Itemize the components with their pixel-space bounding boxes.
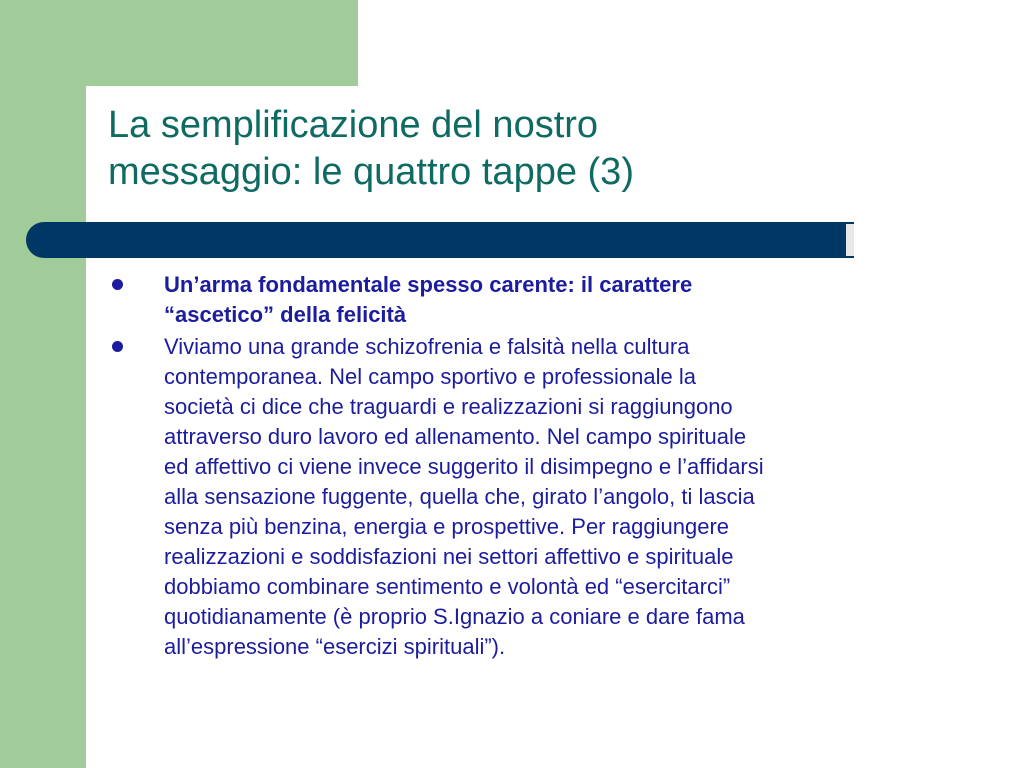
divider-bar-edge — [846, 224, 854, 256]
bullet-text — [164, 270, 948, 330]
text-line: ed affettivo ci viene invece suggerito il disimpegno e l’affidarsi — [164, 454, 764, 479]
title-divider-bar — [26, 222, 854, 258]
slide-title — [108, 102, 828, 196]
bullet-list — [108, 270, 948, 664]
green-side-band — [0, 0, 86, 768]
text-line: quotidianamente (è proprio S.Ignazio a coniare e dare fama — [164, 604, 745, 629]
bullet-item-body — [108, 332, 948, 662]
text-line: dobbiamo combinare sentimento e volontà ed “esercitarci” — [164, 574, 731, 599]
text-line: società ci dice che traguardi e realizzazioni si raggiungono — [164, 394, 733, 419]
text-line: all’espressione “esercizi spirituali”). — [164, 634, 506, 659]
text-line: realizzazioni e soddisfazioni nei settori affettivo e spirituale — [164, 544, 734, 569]
text-line: senza più benzina, energia e prospettive. Per raggiungere — [164, 514, 730, 539]
text-line: Un’arma fondamentale spesso carente: il carattere — [164, 272, 693, 297]
text-line: attraverso duro lavoro ed allenamento. Nel campo spirituale — [164, 424, 747, 449]
bullet-dot-icon — [112, 341, 123, 352]
bullet-item-heading — [108, 270, 948, 330]
text-line: Viviamo una grande schizofrenia e falsità nella cultura — [164, 334, 690, 359]
text-line: contemporanea. Nel campo sportivo e professionale la — [164, 364, 696, 389]
green-top-band — [0, 0, 358, 86]
slide-title-line: messaggio: le quattro tappe (3) — [108, 151, 634, 193]
text-line: “ascetico” della felicità — [164, 302, 407, 327]
slide-title-line: La semplificazione del nostro — [108, 104, 599, 146]
text-line: alla sensazione fuggente, quella che, girato l’angolo, ti lascia — [164, 484, 755, 509]
bullet-text — [164, 332, 948, 662]
bullet-dot-icon — [112, 279, 123, 290]
